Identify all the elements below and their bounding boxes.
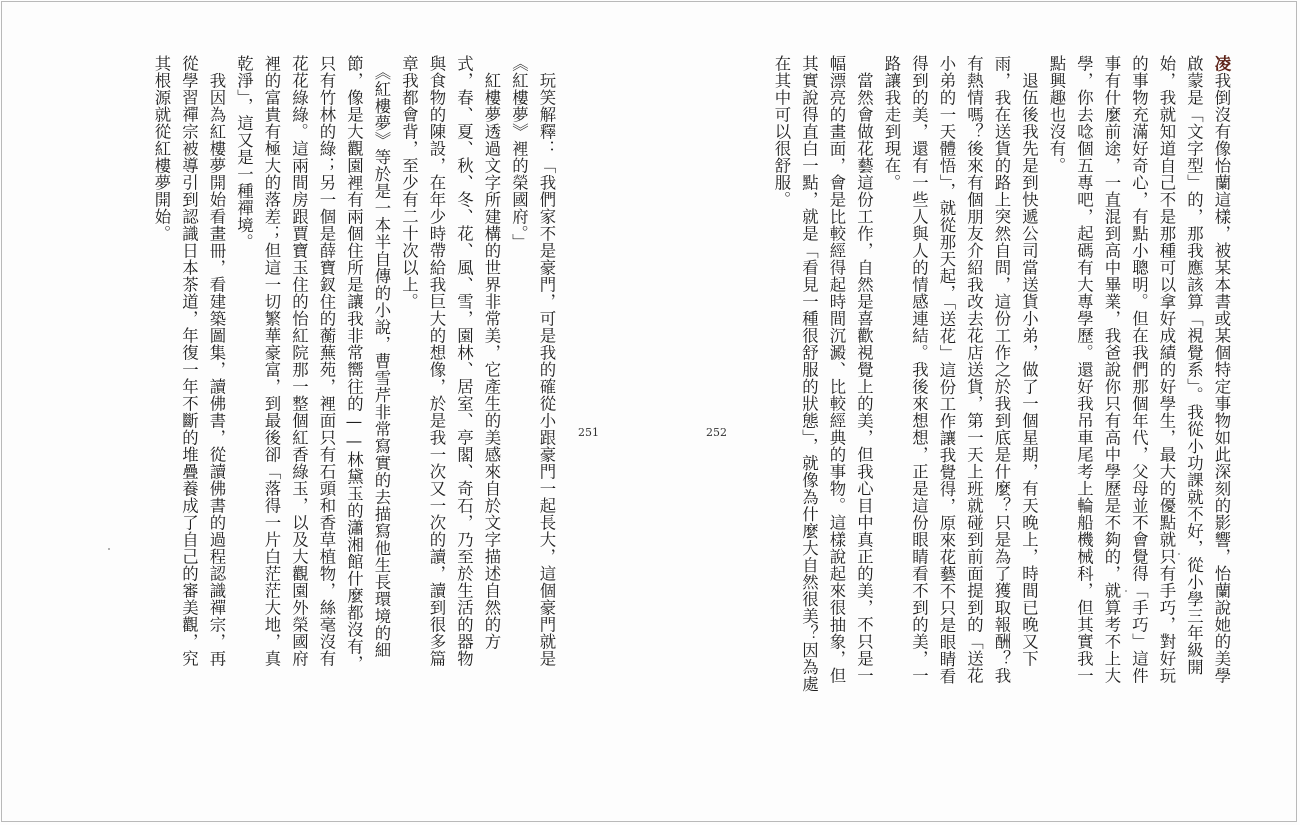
paragraph: 《紅樓夢》等於是一本半自傳的小說，曹雪芹非常寫實的去描寫他生長環境的細節，像是大觀園裡有兩個住所是讓我非常嚮往的——林黛玉的瀟湘館什麼都沒有，只有竹林的綠；另一個是薛寶釵住的蘅蕪苑，裡面只有石頭和香草植物，絲毫沒有花花綠綠。這兩間房跟賈寶玉住的怡紅院那一整個紅香綠玉，以及大觀園外榮國府裡的富貴有極大的落差；但這一切繁華豪富，到最後卻「落得一片白茫茫大地，真乾淨」，這又是一種禪境。 <box>234 55 391 673</box>
left-page <box>100 55 560 775</box>
scan-speck <box>1178 553 1180 555</box>
page-number-left: 251 <box>578 426 599 439</box>
paragraph: 紅樓夢透過文字所建構的世界非常美，它產生的美感來自於文字描述自然的方式，春、夏、秋、冬、花、風、雪，園林、居室、亭閣、奇石，乃至於生活的器物與食物的陳設，在年少時帶給我巨大的想像，於是我一次又一次的讀，讀到很多篇章我都會背，至少有二十次以上。 <box>399 55 501 667</box>
right-page-text <box>768 55 1236 695</box>
scan-speck <box>1125 590 1127 592</box>
scan-speck <box>108 548 110 550</box>
paragraph: 我因為紅樓夢開始看畫冊，看建築圖集，讀佛書，從讀佛書的過程認識禪宗，再從學習禪宗被導引到認識日本茶道，年復一年不斷的堆疊養成了自己的審美觀，究其根源就從紅樓夢開始。 <box>152 55 226 667</box>
paragraph: 玩笑解釋：「我們家不是豪門，可是我的確從小跟豪門一起長大，這個豪門就是《紅樓夢》裡的榮國府。」 <box>509 55 556 667</box>
paragraph: 當然會做花藝這份工作，自然是喜歡視覺上的美，但我心目中真正的美，不只是一幅漂亮的畫面，會是比較經得起時間沉澱、比較經典的事物。這樣說起來很抽象，但其實說得直白一點，就是「看見一種很舒服的狀態」，就像為什麼大自然很美？因為處在其中可以很舒服。 <box>772 55 874 693</box>
right-page <box>575 55 1235 775</box>
left-page-text <box>148 55 561 675</box>
speaker-label: 凌 <box>1212 55 1231 72</box>
paragraph: 我倒沒有像怡蘭這樣，被某本書或某個特定事物如此深刻的影響，怡蘭說她的美學啟蒙是「文字型」的，那我應該算「視覺系」。我從小功課就不好，從小學三年級開始，我就知道自己不是那種可以拿好成績的好學生，最大的優點就只有手巧，對好玩的事物充滿好奇心，有點小聰明。但在我們那個年代，父母並不會覺得「手巧」這件事有什麼前途，一直混到高中畢業，我爸說你只有高中學歷是不夠的，就算考不上大學，你去唸個五專吧，起碼有大專學歷。還好我吊車尾考上輪船機械科，但其實我一點興趣也沒有。 <box>1047 55 1231 684</box>
page-number-right: 252 <box>706 426 727 439</box>
paragraph: 退伍後我先是到快遞公司當送貨小弟，做了一個星期，有天晚上，時間已晚又下雨，我在送貨的路上突然自問，這份工作之於我到底是什麼？只是為了獲取報酬？我有熱情嗎？後來有個朋友介紹我改去花店送貨，第一天上班就碰到前面提到的「送花小弟的一天體悟」，就從那天起，「送花」這份工作讓我覺得，原來花藝不只是眼睛看得到的美，還有一些人與人的情感連結。我後來想想，正是這份眼睛看不到的美，一路讓我走到現在。 <box>882 55 1039 685</box>
